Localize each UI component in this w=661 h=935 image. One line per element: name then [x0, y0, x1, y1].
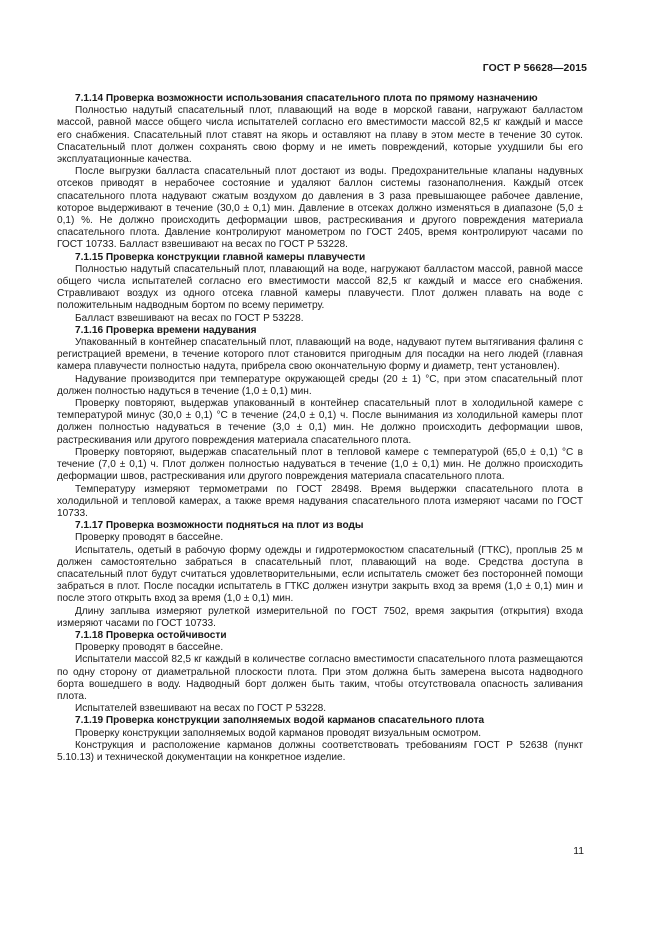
paragraph: Проверку повторяют, выдержав упакованный в контейнер спасательный плот в холодильной камере с температурой минус (30,0 ± 0,1) °С в течение (24,0 ± 0,1) ч. После вынимания из холодильной камеры плот должен полностью надуваться в течение (3,0 ± 0,1) мин. Не должно происходить деформации швов, растрескивания или другого повреждения материала спасательного плота. — [57, 398, 583, 446]
paragraph: Полностью надутый спасательный плот, плавающий на воде в морской гавани, нагружают балластом массой, равной массе общего числа испытателей согласно его вместимости массой 82,5 кг каждый и массе его снабжения. Спасательный плот ставят на якорь и оставляют на плаву в этом месте в течение 30 суток. Спасательный плот должен сохранять свою форму и не иметь повреждений, которые ухудшили бы его эксплуатационные качества. — [57, 105, 583, 166]
paragraph: Балласт взвешивают на весах по ГОСТ Р 53228. — [75, 312, 304, 324]
paragraph: Длину заплыва измеряют рулеткой измерительной по ГОСТ 7502, время закрытия (открытия) входа измеряют часами по ГОСТ 10733. — [57, 605, 583, 629]
section-heading: 7.1.18 Проверка остойчивости — [75, 629, 227, 641]
paragraph: Испытатель, одетый в рабочую форму одежды и гидротермокостюм спасательный (ГТКС), проплыв 25 м должен самостоятельно забраться в спасательный плот, плавающий на воде. Средства доступа в спасательный плот будут считаться удовлетворительными, если испытатель сможет без посторонней помощи забраться в плот. После посадки испытатель в ГТКС должен изнутри закрыть вход за время (1,0 ± 0,1) мин и после этого открыть вход за время (1,0 ± 0,1) мин. — [57, 544, 583, 605]
paragraph: Проверку повторяют, выдержав спасательный плот в тепловой камере с температурой (65,0 ± 0,1) °С в течение (7,0 ± 0,1) ч. Плот должен полностью надуваться в течение (1,0 ± 0,1) мин. Не должно происходить деформации швов, растрескивания или другого повреждения материала спасательного плота. — [57, 446, 583, 483]
paragraph: Испытателей взвешивают на весах по ГОСТ Р 53228. — [75, 703, 327, 715]
page-number: 11 — [573, 846, 584, 857]
paragraph: После выгрузки балласта спасательный плот достают из воды. Предохранительные клапаны надувных отсеков приводят в нерабочее состояние и удаляют баллон системы газонаполнения. Каждый отсек спасательного плота надувают сжатым воздухом до давления в 3 раза превышающее рабочее давление, которое выдерживают в течение (30,0 ± 0,1) мин. Давление в отсеках должно изменяться в диапазоне (5,0 ± 0,1) %. Не должно происходить деформации швов, растрескивания и другого повреждения материала спасательного плота. Давление контролируют манометром по ГОСТ 2405, время контролируют часами по ГОСТ 10733. Балласт взвешивают на весах по ГОСТ Р 53228. — [57, 166, 583, 251]
paragraph: Температуру измеряют термометрами по ГОСТ 28498. Время выдержки спасательного плота в холодильной и тепловой камерах, а также время надувания спасательного плота измеряют часами по ГОСТ 10733. — [57, 483, 583, 519]
section-heading: 7.1.15 Проверка конструкции главной камеры плавучести — [75, 251, 366, 263]
section-heading: 7.1.17 Проверка возможности подняться на плот из воды — [75, 520, 364, 532]
paragraph: Надувание производится при температуре окружающей среды (20 ± 1) °С, при этом спасательный плот должен полностью надуться в течение (1,0 ± 0,1) мин. — [57, 373, 583, 397]
paragraph: Конструкция и расположение карманов должны соответствовать требованиям ГОСТ Р 52638 (пункт 5.10.13) и технической документации на конкретное изделие. — [57, 739, 583, 763]
paragraph: Испытатели массой 82,5 кг каждый в количестве согласно вместимости спасательного плота размещаются по одну сторону от диаметральной плоскости плота. При этом должна быть замерена высота надводного борта вошедшего в воду. Надводный борт должен быть таким, чтобы отсутствовала опасность заливания плота. — [57, 654, 583, 702]
paragraph: Проверку проводят в бассейне. — [75, 532, 224, 544]
document-body — [57, 93, 583, 764]
document-header: ГОСТ Р 56628—2015 — [482, 63, 587, 74]
paragraph: Проверку конструкции заполняемых водой карманов проводят визуальным осмотром. — [75, 727, 482, 739]
section-heading: 7.1.14 Проверка возможности использования спасательного плота по прямому назначению — [75, 93, 538, 104]
paragraph: Проверку проводят в бассейне. — [75, 642, 224, 654]
paragraph: Упакованный в контейнер спасательный плот, плавающий на воде, надувают путем вытягивания фалиня с регистрацией времени, в течение которого плот становится пригодным для посадки на него людей (главная камера плавучести полностью надута, прибрела свою окончательную форму и диаметр, тент установлен). — [57, 337, 583, 373]
section-heading: 7.1.16 Проверка времени надувания — [75, 324, 257, 336]
section-heading: 7.1.19 Проверка конструкции заполняемых водой карманов спасательного плота — [75, 715, 485, 727]
paragraph: Полностью надутый спасательный плот, плавающий на воде, нагружают балластом массой, равной массе общего числа испытателей согласно его вместимости массой 82,5 кг каждый и массе его снабжения. Стравливают воздух из одного отсека главной камеры плавучести. Плот должен плавать на воде с положительным надводным бортом по всему периметру. — [57, 263, 583, 312]
